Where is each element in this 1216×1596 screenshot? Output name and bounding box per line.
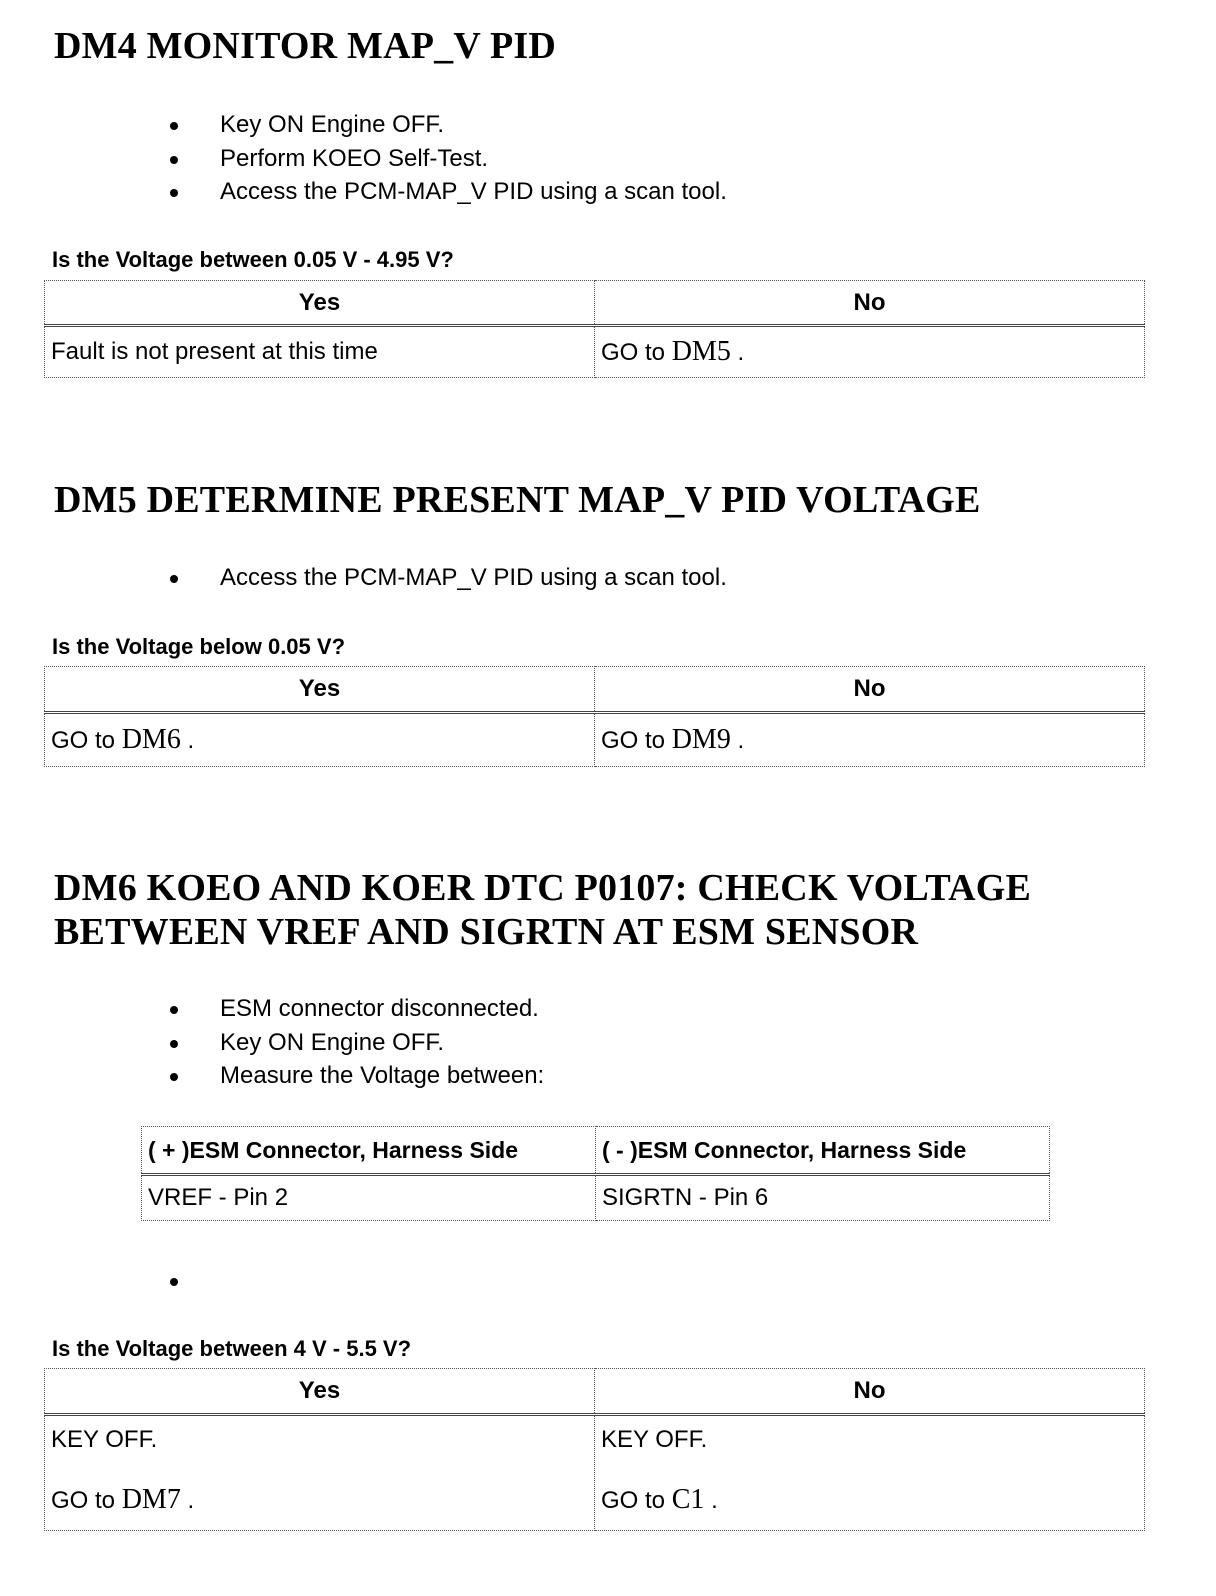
positive-lead-header: ( + )ESM Connector, Harness Side (142, 1127, 596, 1175)
list-item: Measure the Voltage between: (160, 1059, 544, 1093)
list-item: ESM connector disconnected. (160, 992, 544, 1026)
no-goto (601, 1484, 1138, 1516)
dm6-result-table (44, 1368, 1145, 1531)
positive-lead-pin: VREF - Pin 2 (142, 1175, 596, 1221)
goto-label: GO to (51, 727, 116, 754)
no-instruction: KEY OFF. (601, 1426, 708, 1453)
yes-goto (51, 1484, 588, 1516)
negative-lead-pin: SIGRTN - Pin 6 (596, 1175, 1050, 1221)
dm5-steps (160, 561, 727, 595)
goto-label: GO to (601, 339, 666, 366)
no-cell (595, 713, 1145, 767)
goto-period: . (187, 727, 195, 754)
yes-header: Yes (45, 667, 595, 713)
no-header: No (595, 667, 1145, 713)
list-item: Access the PCM-MAP_V PID using a scan tool. (160, 561, 727, 595)
goto-label: GO to (601, 727, 666, 754)
list-item: Perform KOEO Self-Test. (160, 142, 727, 176)
dm5-result-table (44, 666, 1145, 767)
dm4-result-table (44, 280, 1145, 378)
list-item: Key ON Engine OFF. (160, 108, 727, 142)
dm5-heading: DM5 DETERMINE PRESENT MAP_V PID VOLTAGE (54, 479, 981, 521)
yes-cell (45, 1415, 595, 1531)
goto-link-c1[interactable]: C1 (671, 1484, 705, 1515)
dm6-empty-bullet (160, 1264, 220, 1298)
negative-lead-header: ( - )ESM Connector, Harness Side (596, 1127, 1050, 1175)
yes-cell: Fault is not present at this time (45, 326, 595, 378)
goto-period: . (711, 1487, 718, 1514)
goto-link-dm7[interactable]: DM7 (121, 1484, 181, 1515)
list-item (160, 1264, 220, 1298)
dm6-steps (160, 992, 544, 1093)
no-cell (595, 1415, 1145, 1531)
list-item: Key ON Engine OFF. (160, 1026, 544, 1060)
no-cell (595, 326, 1145, 378)
dm4-steps (160, 108, 727, 209)
goto-label: GO to (51, 1487, 116, 1514)
yes-header: Yes (45, 1369, 595, 1415)
dm5-question: Is the Voltage below 0.05 V? (52, 634, 346, 659)
goto-link-dm9[interactable]: DM9 (671, 724, 731, 755)
no-header: No (595, 281, 1145, 326)
dm6-heading: DM6 KOEO AND KOER DTC P0107: CHECK VOLTAGE BETWEEN VREF AND SIGRTN AT ESM SENSOR (54, 867, 1032, 953)
goto-period: . (737, 339, 745, 366)
goto-link-dm6[interactable]: DM6 (121, 724, 181, 755)
yes-header: Yes (45, 281, 595, 326)
esm-pin-table (141, 1126, 1050, 1221)
list-item: Access the PCM-MAP_V PID using a scan tool. (160, 175, 727, 209)
yes-instruction: KEY OFF. (51, 1426, 158, 1453)
goto-link-dm5[interactable]: DM5 (671, 336, 731, 367)
goto-period: . (187, 1487, 195, 1514)
dm6-question: Is the Voltage between 4 V - 5.5 V? (52, 1336, 412, 1361)
dm4-heading: DM4 MONITOR MAP_V PID (54, 25, 557, 67)
no-header: No (595, 1369, 1145, 1415)
dm4-question: Is the Voltage between 0.05 V - 4.95 V? (52, 247, 454, 272)
goto-label: GO to (601, 1487, 666, 1514)
yes-cell (45, 713, 595, 767)
goto-period: . (737, 727, 745, 754)
